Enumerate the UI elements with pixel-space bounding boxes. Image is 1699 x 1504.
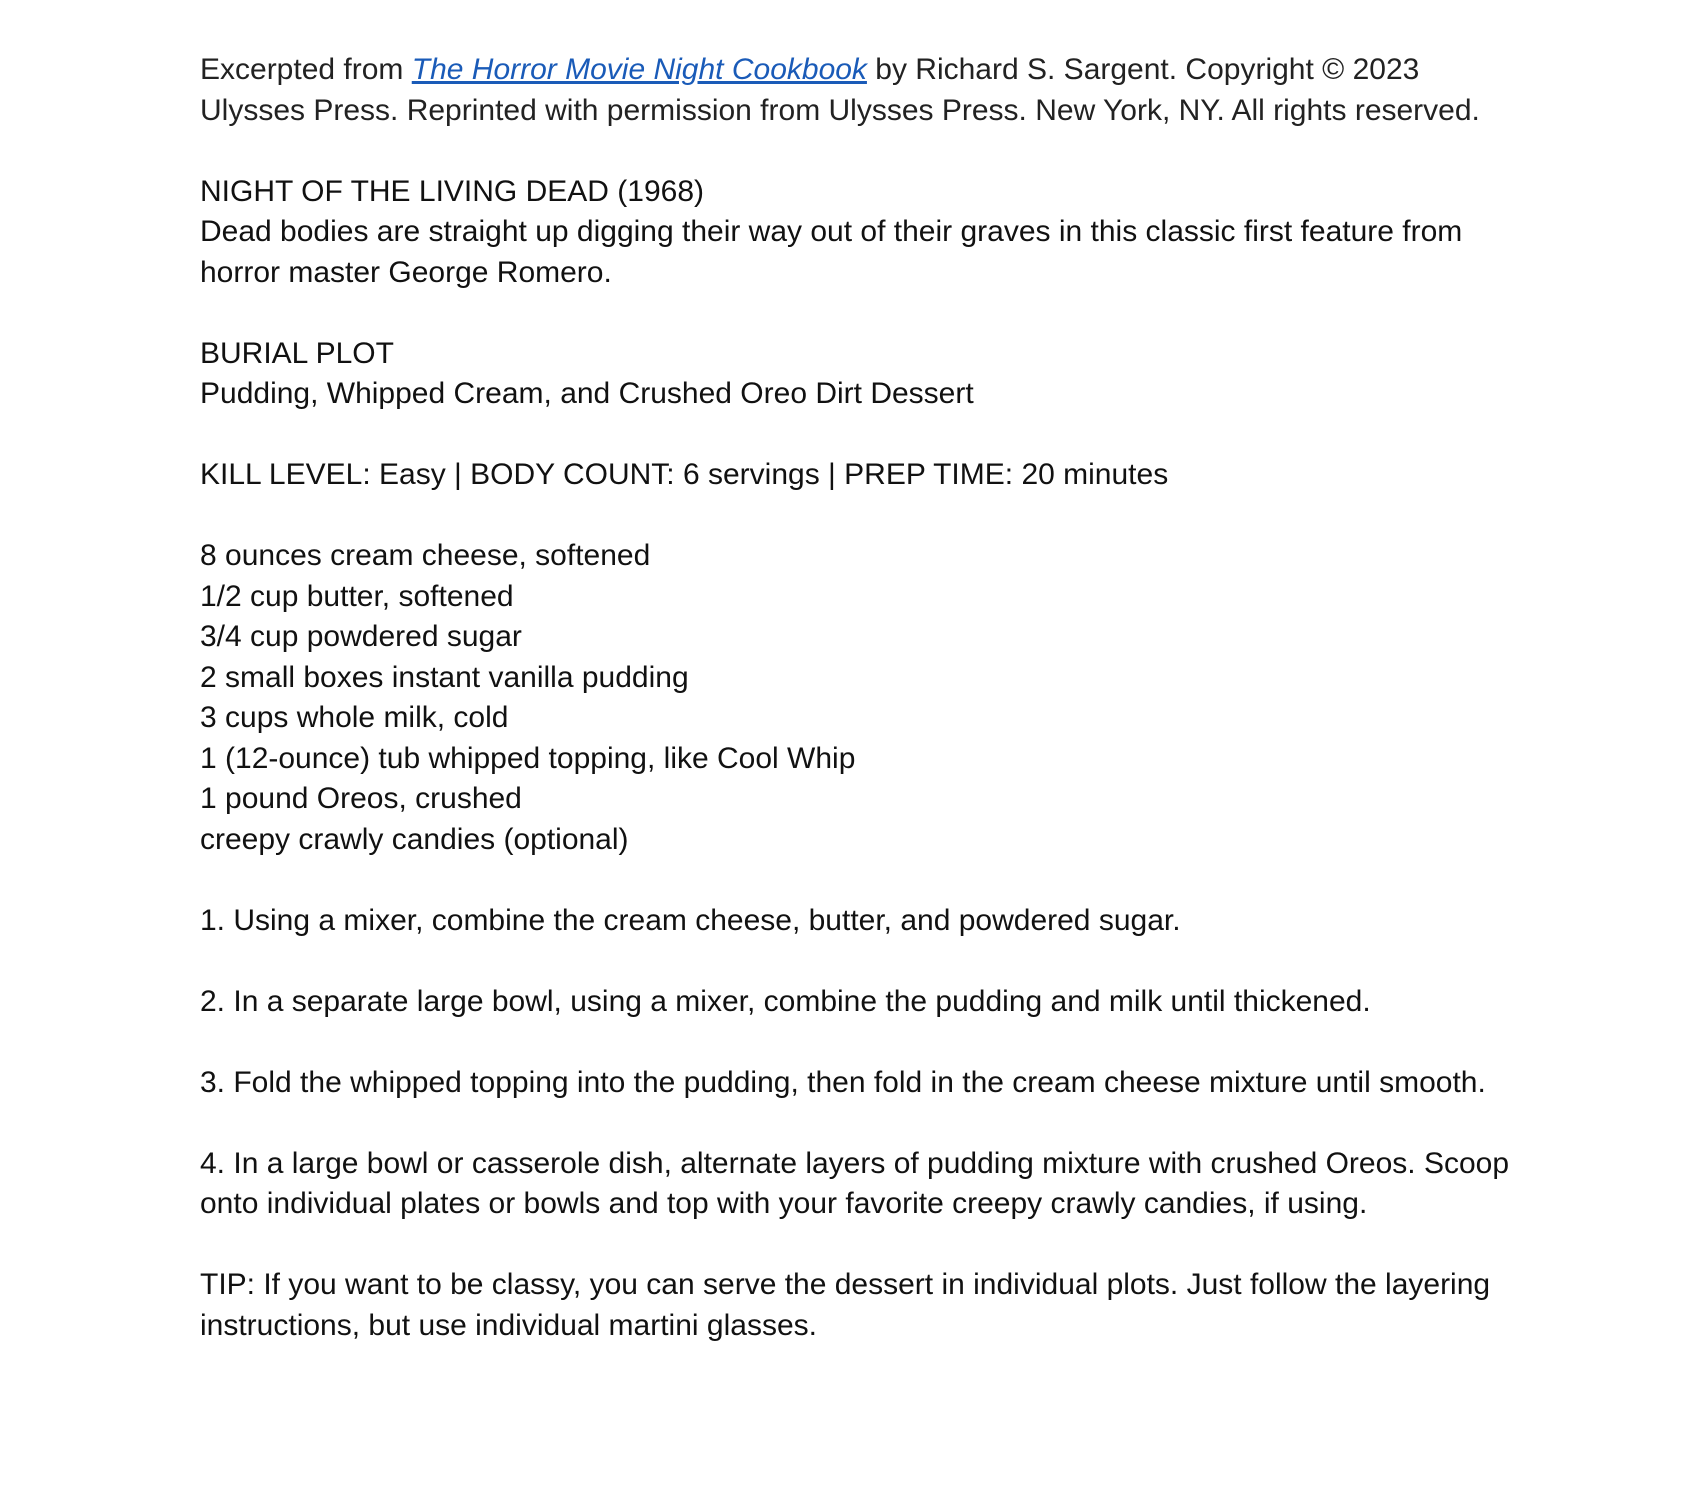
step-2: 2. In a separate large bowl, using a mixer, combine the pudding and milk until thickened.	[200, 984, 1371, 1018]
ingredient-item: 2 small boxes instant vanilla pudding	[200, 660, 689, 694]
ingredient-item: 1 pound Oreos, crushed	[200, 782, 522, 815]
recipe-tip: TIP: If you want to be classy, you can serve the dessert in individual plots. Just follow the layering instructions, but use individual martini glasses.	[200, 1268, 1491, 1342]
recipe-heading	[200, 334, 1520, 415]
movie-title: NIGHT OF THE LIVING DEAD (1968)	[200, 174, 705, 208]
step-3: 3. Fold the whipped topping into the pudding, then fold in the cream cheese mixture until smooth.	[200, 1065, 1486, 1099]
ingredient-item: 3 cups whole milk, cold	[200, 701, 509, 734]
document-page	[200, 50, 1520, 1387]
recipe-title: BURIAL PLOT	[200, 336, 394, 370]
movie-description: Dead bodies are straight up digging their way out of their graves in this classic first feature from horror master George Romero.	[200, 215, 1463, 289]
step-1: 1. Using a mixer, combine the cream cheese, butter, and powdered sugar.	[200, 903, 1181, 937]
excerpt-prefix: Excerpted from	[200, 53, 412, 86]
recipe-meta: KILL LEVEL: Easy | BODY COUNT: 6 servings | PREP TIME: 20 minutes	[200, 458, 1169, 491]
copyright-notice	[200, 50, 1520, 131]
ingredient-item: 1/2 cup butter, softened	[200, 579, 514, 613]
book-title-link[interactable]: The Horror Movie Night Cookbook	[411, 53, 867, 86]
ingredient-list	[200, 536, 1520, 860]
recipe-subtitle: Pudding, Whipped Cream, and Crushed Oreo Dirt Dessert	[200, 377, 974, 410]
excerpt-suffix: by Richard S. Sargent. Copyright © 2023 Ulysses Press. Reprinted with permission from Ulysses Press. New York, NY. All rights reserved.	[200, 53, 1480, 127]
ingredient-item: creepy crawly candies (optional)	[200, 822, 629, 856]
ingredient-item: 1 (12-ounce) tub whipped topping, like Cool Whip	[200, 741, 856, 775]
movie-section	[200, 172, 1520, 294]
ingredient-item: 8 ounces cream cheese, softened	[200, 539, 651, 572]
ingredient-item: 3/4 cup powdered sugar	[200, 620, 522, 653]
step-4: 4. In a large bowl or casserole dish, alternate layers of pudding mixture with crushed Oreos. Scoop onto individual plates or bowls and top with your favorite creepy crawly candies, if using.	[200, 1146, 1510, 1220]
